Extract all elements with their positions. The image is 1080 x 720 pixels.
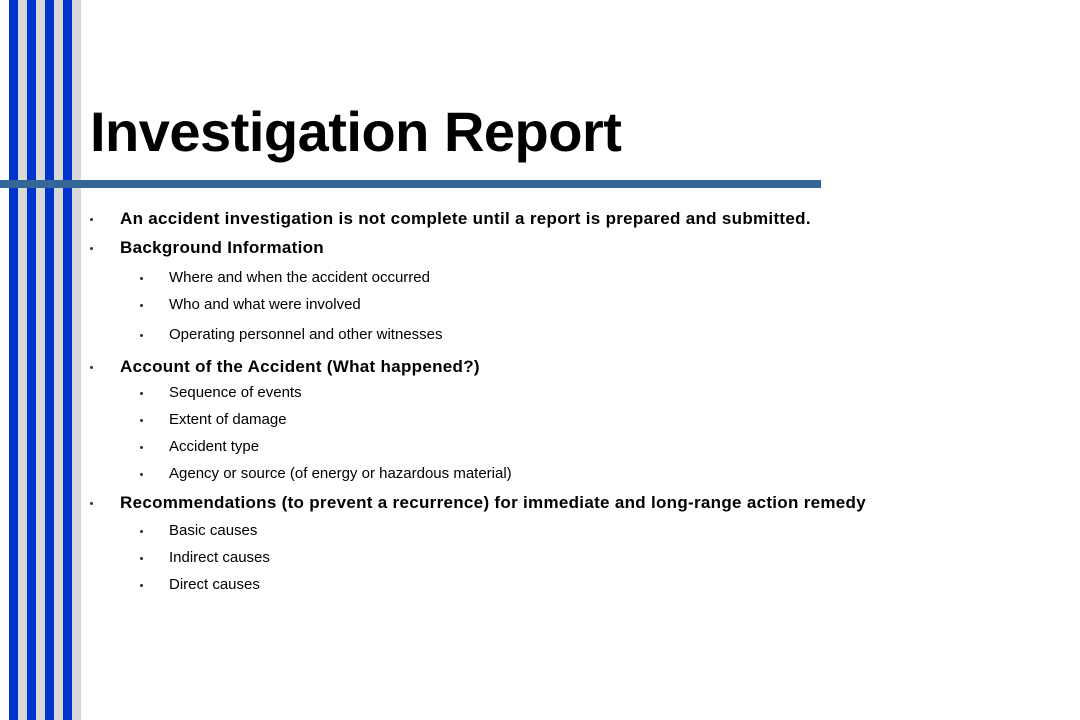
- bullet-text: Background Information: [120, 238, 324, 257]
- bullet-dot: [140, 277, 143, 280]
- sub-bullet-direct-causes: [169, 575, 260, 595]
- bullet-dot: [140, 304, 143, 307]
- sub-bullet-agency-source: [169, 464, 512, 484]
- bullet-recommendations: [120, 492, 866, 514]
- bullet-dot: [140, 557, 143, 560]
- bullet-text: Who and what were involved: [169, 296, 361, 313]
- sub-bullet-basic-causes: [169, 521, 257, 541]
- bullet-text: Recommendations (to prevent a recurrence) for immediate and long-range action remedy: [120, 493, 866, 512]
- bullet-text: Direct causes: [169, 576, 260, 593]
- bullet-dot: [140, 473, 143, 476]
- sub-bullet-extent-of-damage: [169, 410, 287, 430]
- sub-bullet-indirect-causes: [169, 548, 270, 568]
- bullet-background-information: [120, 237, 324, 259]
- bullet-dot: [140, 334, 143, 337]
- bullet-text: Accident type: [169, 438, 260, 455]
- bullet-dot: [90, 366, 93, 369]
- bullet-text: Where and when the accident occurred: [169, 269, 430, 286]
- bullet-text: Basic causes: [169, 522, 258, 539]
- bullet-text: Sequence of events: [169, 384, 302, 401]
- bullet-text: Indirect causes: [169, 549, 270, 566]
- bullet-dot: [140, 584, 143, 587]
- bullet-account-of-accident: [120, 356, 480, 378]
- bullet-text: Account of the Accident (What happened?): [120, 357, 480, 376]
- bullet-dot: [140, 530, 143, 533]
- sub-bullet-accident-type: [169, 437, 259, 457]
- bullet-dot: [140, 392, 143, 395]
- bullet-dot: [90, 502, 93, 505]
- sub-bullet-personnel-witnesses: [169, 325, 443, 345]
- bullet-text: An accident investigation is not complete until a report is prepared and submitted.: [120, 209, 811, 228]
- bullet-report-completion: [120, 208, 811, 230]
- slide-title: Investigation Report: [90, 100, 622, 163]
- bullet-text: Extent of damage: [169, 411, 287, 428]
- bullet-text: Agency or source (of energy or hazardous material): [169, 465, 512, 482]
- bullet-dot: [140, 446, 143, 449]
- bullet-dot: [90, 247, 93, 250]
- sub-bullet-sequence-of-events: [169, 383, 302, 403]
- sub-bullet-where-when: [169, 268, 430, 288]
- bullet-dot: [140, 419, 143, 422]
- sub-bullet-who-what: [169, 295, 361, 315]
- bullet-text: Operating personnel and other witnesses: [169, 326, 443, 343]
- bullet-dot: [90, 218, 93, 221]
